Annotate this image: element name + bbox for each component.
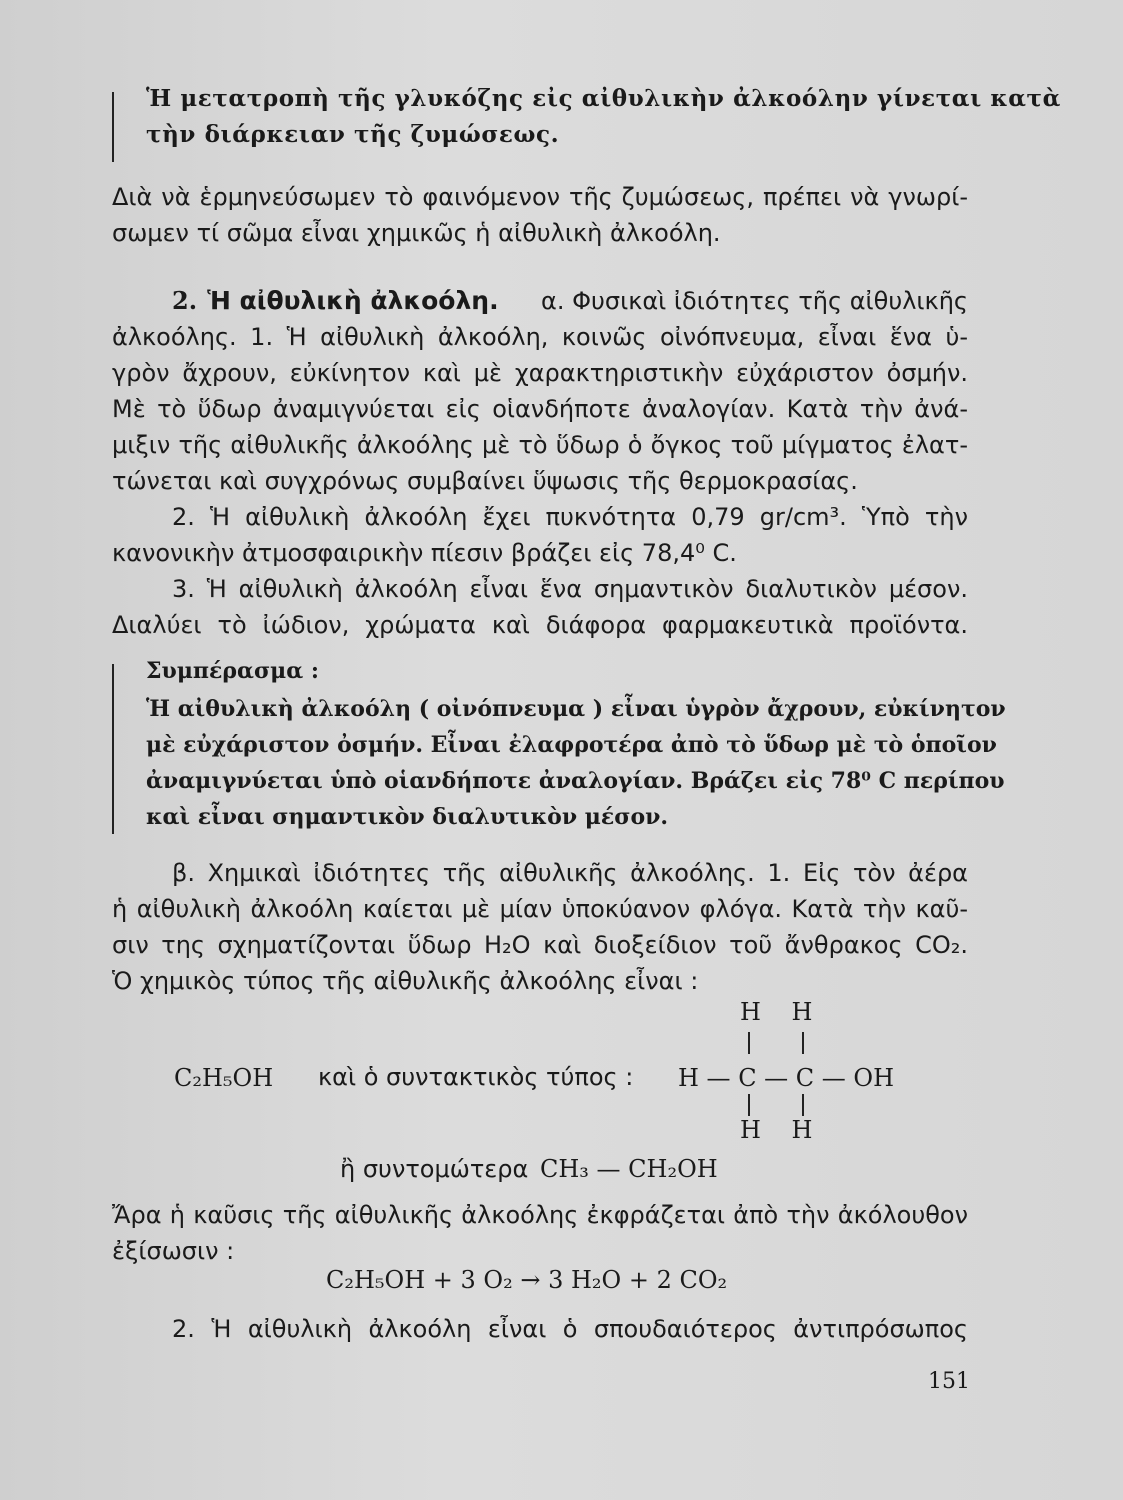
struct-bond-top-right [802, 1032, 804, 1054]
section-2-line-2: ἀλκοόλης. 1. Ἡ αἰθυλικὴ ἀλκοόλη, κοινῶς οἰνόπνευμα, εἶναι ἕνα ὑ- [112, 323, 968, 351]
short-formula-label: ἢ συντομώτερα [340, 1155, 529, 1183]
intro-text-line-1: Διὰ νὰ ἑρμηνεύσωμεν τὸ φαινόμενον τῆς ζυμώσεως, πρέπει νὰ γνωρί- [112, 183, 968, 211]
molecular-formula: C₂H₅OH [174, 1064, 274, 1092]
intro-box-line-1: Ἡ μετατροπὴ τῆς γλυκόζης εἰς αἰθυλικὴν ἀλκοόλην γίνεται κατὰ [146, 85, 1061, 112]
section-2-line-10: Διαλύει τὸ ἰώδιον, χρώματα καὶ διάφορα φαρμακευτικὰ προϊόντα. [112, 611, 968, 639]
section-2-line-8: κανονικὴν ἀτμοσφαιρικὴν πίεσιν βράζει εἰς 78,4⁰ C. [112, 539, 737, 567]
chemical-line-4: Ὁ χημικὸς τύπος τῆς αἰθυλικῆς ἀλκοόλης εἶναι : [112, 967, 699, 995]
last-line: 2. Ἡ αἰθυλικὴ ἀλκοόλη εἶναι ὁ σπουδαιότερος ἀντιπρόσωπος [172, 1315, 968, 1343]
struct-bond-bottom-right [802, 1094, 804, 1116]
struct-bond-top-left [748, 1032, 750, 1054]
section-2-line-4: Μὲ τὸ ὕδωρ ἀναμιγνύεται εἰς οἱανδήποτε ἀναλογίαν. Κατὰ τὴν ἀνά- [112, 395, 968, 423]
formula-label: καὶ ὁ συντακτικὸς τύπος : [318, 1063, 634, 1091]
chemical-line-2: ἡ αἰθυλικὴ ἀλκοόλη καίεται μὲ μίαν ὑποκύανον φλόγα. Κατὰ τὴν καῦ- [112, 895, 968, 923]
intro-box-rule [112, 92, 114, 162]
struct-middle: H — C — C — OH [678, 1064, 895, 1092]
short-formula: CH₃ — CH₂OH [540, 1155, 718, 1183]
intro-text-line-2: σωμεν τί σῶμα εἶναι χημικῶς ἡ αἰθυλικὴ ἀλκοόλη. [112, 219, 721, 247]
intro-box-line-2: τὴν διάρκειαν τῆς ζυμώσεως. [146, 121, 560, 148]
conclusion-line-1: Ἡ αἰθυλικὴ ἀλκοόλη ( οἰνόπνευμα ) εἶναι ὑγρὸν ἄχρουν, εὐκίνητον [146, 696, 1006, 722]
section-2-line-6: τώνεται καὶ συγχρόνως συμβαίνει ὕψωσις τῆς θερμοκρασίας. [112, 467, 858, 495]
section-2-line-1: α. Φυσικαὶ ἰδιότητες τῆς αἰθυλικῆς [541, 287, 968, 315]
struct-bottom-h: H H [740, 1116, 813, 1144]
section-2-line-9: 3. Ἡ αἰθυλικὴ ἀλκοόλη εἶναι ἕνα σημαντικὸν διαλυτικὸν μέσον. [172, 575, 968, 603]
page-number: 151 [928, 1369, 970, 1394]
conclusion-line-4: καὶ εἶναι σημαντικὸν διαλυτικὸν μέσον. [146, 804, 669, 830]
section-2-line-7: 2. Ἡ αἰθυλικὴ ἀλκοόλη ἔχει πυκνότητα 0,79 gr/cm³. Ὑπὸ τὴν [172, 503, 968, 531]
struct-bond-bottom-left [748, 1094, 750, 1116]
conclusion-line-2: μὲ εὐχάριστον ὀσμήν. Εἶναι ἐλαφροτέρα ἀπὸ τὸ ὕδωρ μὲ τὸ ὁποῖον [146, 732, 997, 758]
combustion-line-2: ἐξίσωσιν : [112, 1237, 235, 1265]
section-2-line-5: μιξιν τῆς αἰθυλικῆς ἀλκοόλης μὲ τὸ ὕδωρ ὁ ὄγκος τοῦ μίγματος ἐλατ- [112, 431, 968, 459]
section-2-line-3: γρὸν ἄχρουν, εὐκίνητον καὶ μὲ χαρακτηριστικὴν εὐχάριστον ὀσμήν. [112, 359, 968, 387]
conclusion-box-rule [112, 664, 114, 834]
chemical-line-3: σιν της σχηματίζονται ὕδωρ H₂O καὶ διοξείδιον τοῦ ἄνθρακος CO₂. [112, 931, 968, 959]
chemical-line-1: β. Χημικαὶ ἰδιότητες τῆς αἰθυλικῆς ἀλκοόλης. 1. Εἰς τὸν ἀέρα [172, 859, 968, 887]
conclusion-title: Συμπέρασμα : [146, 658, 319, 684]
section-heading: Ἡ αἰθυλικὴ ἀλκοόλη. [207, 286, 499, 315]
combustion-equation: C₂H₅OH + 3 O₂ → 3 H₂O + 2 CO₂ [326, 1266, 728, 1294]
struct-top-h: H H [740, 998, 813, 1026]
combustion-line-1: Ἄρα ἡ καῦσις τῆς αἰθυλικῆς ἀλκοόλης ἐκφράζεται ἀπὸ τὴν ἀκόλουθον [112, 1201, 968, 1229]
conclusion-line-3: ἀναμιγνύεται ὑπὸ οἱανδήποτε ἀναλογίαν. Βράζει εἰς 78⁰ C περίπου [146, 768, 1005, 794]
section-number: 2. [172, 286, 198, 315]
section-2-heading-line [172, 286, 968, 316]
